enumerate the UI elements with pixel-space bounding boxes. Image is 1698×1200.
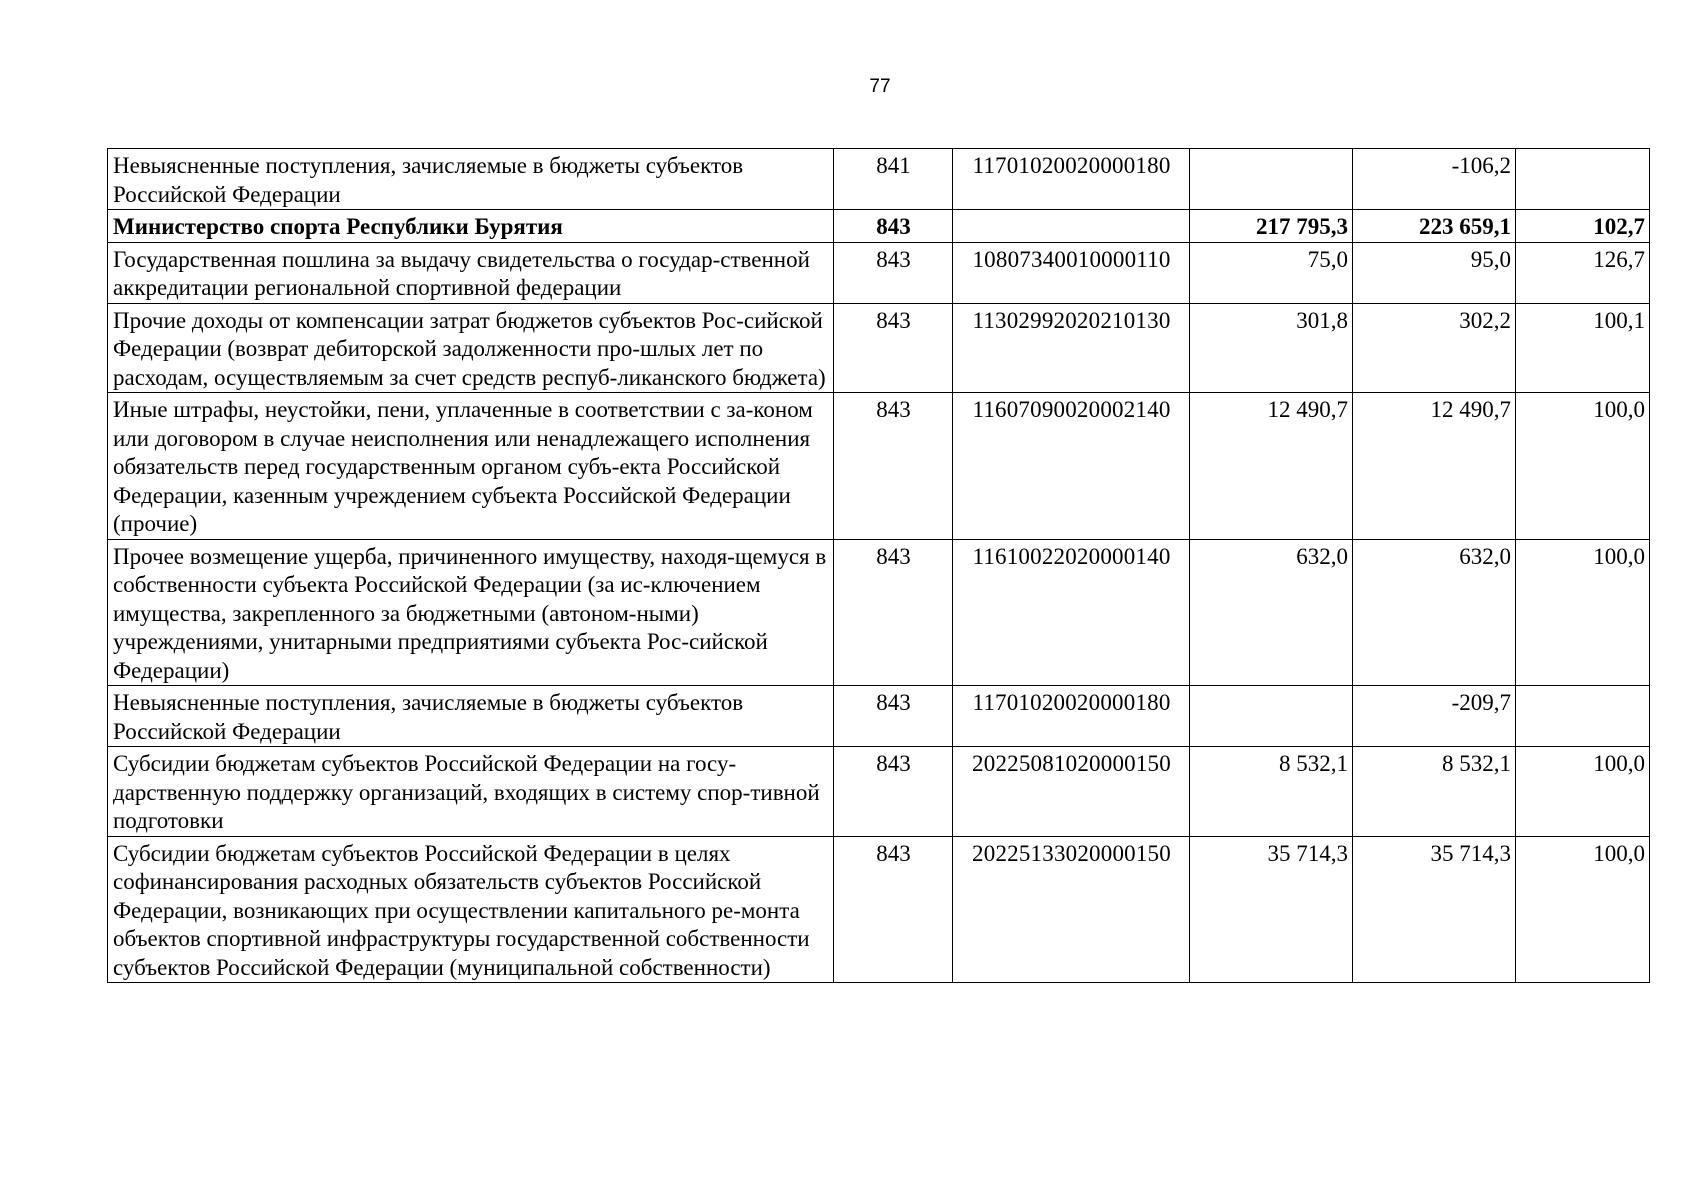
row-actual: 8 532,1: [1353, 747, 1516, 837]
row-plan: 35 714,3: [1190, 836, 1353, 983]
row-name: Субсидии бюджетам субъектов Российской Федерации в целях софинансирования расходных обязательств субъектов Российской Федерации, возникающих при осуществлении капитального ре-монта объектов спортивной инфраструктуры государственной собственности субъектов Российской Федерации (муниципальной собственности): [108, 836, 834, 983]
row-plan: 75,0: [1190, 242, 1353, 303]
row-percent: 100,0: [1516, 393, 1650, 540]
table-row: [108, 539, 1650, 686]
page-number: 77: [869, 76, 891, 97]
row-name: Невыясненные поступления, зачисляемые в бюджеты субъектов Российской Федерации: [108, 686, 834, 747]
row-budget-code: 20225133020000150: [953, 836, 1190, 983]
row-admin-code: 843: [834, 836, 953, 983]
row-name: Прочее возмещение ущерба, причиненного имуществу, находя-щемуся в собственности субъекта Российской Федерации (за ис-ключением имущества, закрепленного за бюджетными (автоном-ными) учреждениями, унитарными предприятиями субъекта Рос-сийской Федерации): [108, 539, 834, 686]
row-percent: 100,0: [1516, 836, 1650, 983]
row-plan: 217 795,3: [1190, 210, 1353, 243]
row-admin-code: 843: [834, 686, 953, 747]
row-budget-code: 11607090020002140: [953, 393, 1190, 540]
row-budget-code: 11610022020000140: [953, 539, 1190, 686]
table-row: [108, 242, 1650, 303]
row-budget-code: [953, 210, 1190, 243]
row-budget-code: 11302992020210130: [953, 303, 1190, 393]
row-admin-code: 841: [834, 149, 953, 210]
row-name: Прочие доходы от компенсации затрат бюджетов субъектов Рос-сийской Федерации (возврат дебиторской задолженности про-шлых лет по расходам, осуществляемым за счет средств респуб-ликанского бюджета): [108, 303, 834, 393]
table-row: [108, 836, 1650, 983]
row-admin-code: 843: [834, 393, 953, 540]
row-actual: 95,0: [1353, 242, 1516, 303]
table-row: [108, 686, 1650, 747]
revenue-table: [107, 148, 1650, 983]
row-budget-code: 11701020020000180: [953, 149, 1190, 210]
row-actual: -106,2: [1353, 149, 1516, 210]
table-row: [108, 747, 1650, 837]
row-budget-code: 11701020020000180: [953, 686, 1190, 747]
row-percent: [1516, 149, 1650, 210]
row-admin-code: 843: [834, 539, 953, 686]
row-percent: [1516, 686, 1650, 747]
row-admin-code: 843: [834, 303, 953, 393]
row-plan: 632,0: [1190, 539, 1353, 686]
row-actual: 632,0: [1353, 539, 1516, 686]
row-budget-code: 10807340010000110: [953, 242, 1190, 303]
row-plan: 8 532,1: [1190, 747, 1353, 837]
row-name: Иные штрафы, неустойки, пени, уплаченные в соответствии с за-коном или договором в случае неисполнения или ненадлежащего исполнения обязательств перед государственным органом субъ-екта Российской Федерации, казенным учреждением субъекта Российской Федерации (прочие): [108, 393, 834, 540]
row-percent: 100,0: [1516, 539, 1650, 686]
row-plan: 12 490,7: [1190, 393, 1353, 540]
row-actual: 223 659,1: [1353, 210, 1516, 243]
row-actual: -209,7: [1353, 686, 1516, 747]
row-name: Государственная пошлина за выдачу свидетельства о государ-ственной аккредитации региональной спортивной федерации: [108, 242, 834, 303]
row-percent: 100,1: [1516, 303, 1650, 393]
row-name: Субсидии бюджетам субъектов Российской Федерации на госу-дарственную поддержку организаций, входящих в систему спор-тивной подготовки: [108, 747, 834, 837]
row-plan: [1190, 686, 1353, 747]
table-row-subtotal: [108, 210, 1650, 243]
table-row: [108, 149, 1650, 210]
table-row: [108, 303, 1650, 393]
row-name: Министерство спорта Республики Бурятия: [108, 210, 834, 243]
table-row: [108, 393, 1650, 540]
row-admin-code: 843: [834, 242, 953, 303]
row-actual: 12 490,7: [1353, 393, 1516, 540]
row-plan: 301,8: [1190, 303, 1353, 393]
row-admin-code: 843: [834, 210, 953, 243]
row-actual: 302,2: [1353, 303, 1516, 393]
row-percent: 102,7: [1516, 210, 1650, 243]
row-actual: 35 714,3: [1353, 836, 1516, 983]
row-admin-code: 843: [834, 747, 953, 837]
row-percent: 100,0: [1516, 747, 1650, 837]
row-percent: 126,7: [1516, 242, 1650, 303]
row-budget-code: 20225081020000150: [953, 747, 1190, 837]
row-name: Невыясненные поступления, зачисляемые в бюджеты субъектов Российской Федерации: [108, 149, 834, 210]
row-plan: [1190, 149, 1353, 210]
